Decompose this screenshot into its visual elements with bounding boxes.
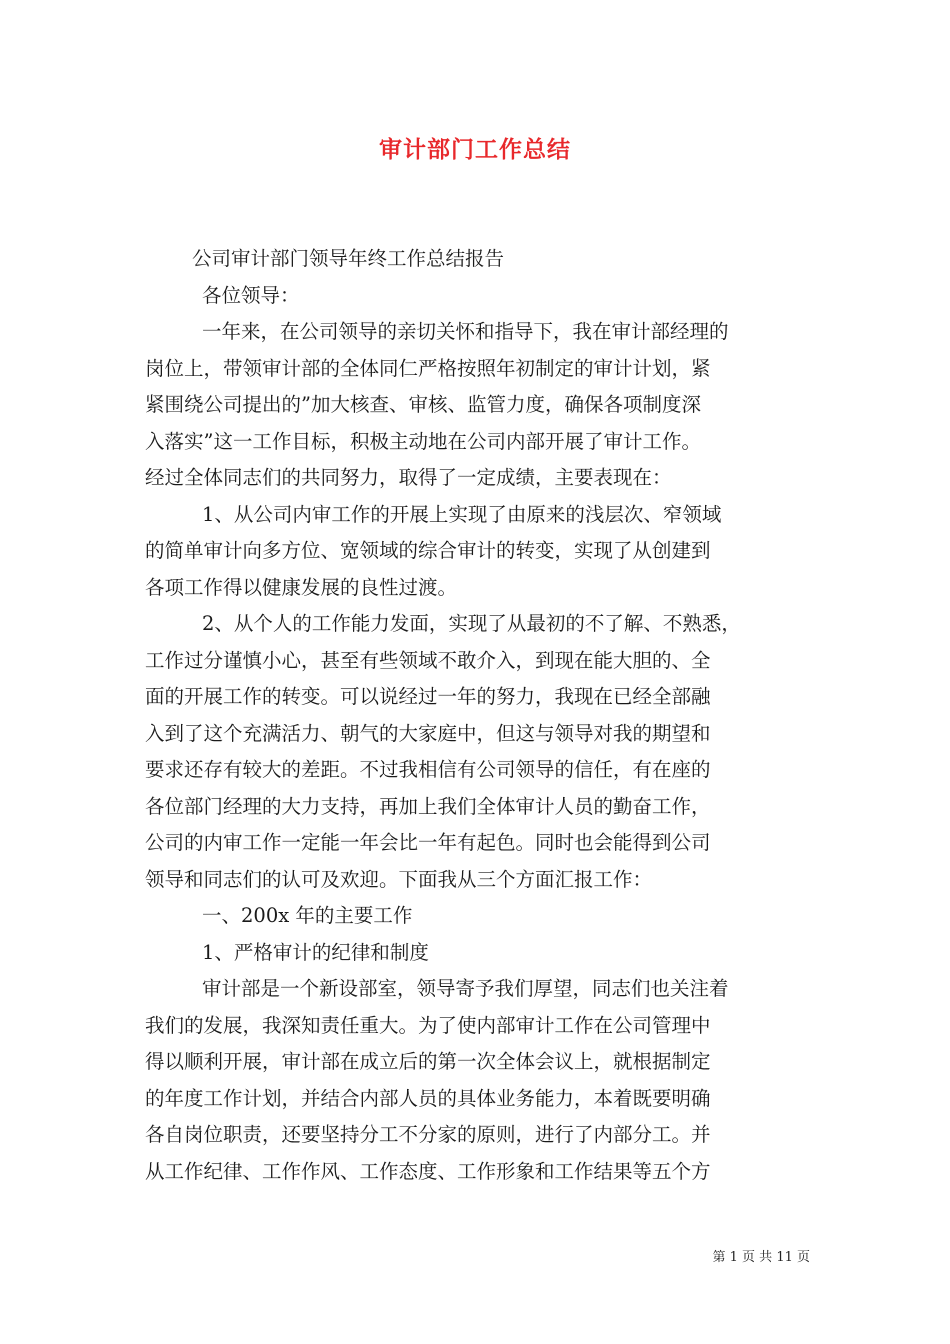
paragraph-line: 各位部门经理的大力支持，再加上我们全体审计人员的勤奋工作， [145,794,711,818]
paragraph-line: 得以顺利开展，审计部在成立后的第一次全体会议上，就根据制定 [145,1050,711,1073]
paragraph-line: 面的开展工作的转变。可以说经过一年的努力，我现在已经全部融 [145,685,711,708]
paragraph-line: 要求还存有较大的差距。不过我相信有公司领导的信任，有在座的 [145,758,711,781]
paragraph-line: 的年度工作计划，并结合内部人员的具体业务能力，本着既要明确 [145,1086,711,1110]
paragraph-line: 一年来，在公司领导的亲切关怀和指导下，我在审计部经理的 [202,320,729,343]
section-heading: 一、200x 年的主要工作 [202,904,413,927]
paragraph-line: 紧围绕公司提出的”加大核查、审核、监管力度，确保各项制度深 [145,393,701,416]
salutation: 各位领导： [202,283,300,307]
paragraph-line: 各自岗位职责，还要坚持分工不分家的原则，进行了内部分工。并 [145,1123,711,1146]
paragraph-line: 的简单审计向多方位、宽领域的综合审计的转变，实现了从创建到 [145,539,711,562]
paragraph-line: 工作过分谨慎小心，甚至有些领域不敢介入，到现在能大胆的、全 [145,648,711,672]
paragraph-line: 公司的内审工作一定能一年会比一年有起色。同时也会能得到公司 [145,831,711,854]
paragraph-line: 入到了这个充满活力、朝气的大家庭中，但这与领导对我的期望和 [145,721,711,745]
subsection-heading: 1、严格审计的纪律和制度 [202,940,429,964]
document-body [145,241,805,1190]
report-subtitle: 公司审计部门领导年终工作总结报告 [192,247,505,270]
paragraph-line: 2、从个人的工作能力发面，实现了从最初的不了解、不熟悉， [202,612,741,635]
paragraph-line: 我们的发展，我深知责任重大。为了使内部审计工作在公司管理中 [145,1013,711,1037]
paragraph-line: 岗位上，带领审计部的全体同仁严格按照年初制定的审计计划，紧 [145,356,711,380]
paragraph-line: 从工作纪律、工作作风、工作态度、工作形象和工作结果等五个方 [145,1159,711,1183]
page-number: 第 1 页 共 11 页 [712,1250,810,1265]
paragraph-line: 领导和同志们的认可及欢迎。下面我从三个方面汇报工作： [145,867,653,891]
paragraph-line: 入落实”这一工作目标，积极主动地在公司内部开展了审计工作。 [145,429,701,453]
paragraph-line: 1、从公司内审工作的开展上实现了由原来的浅层次、窄领域 [202,502,722,526]
paragraph-line: 经过全体同志们的共同努力，取得了一定成绩，主要表现在： [145,466,672,489]
paragraph-line: 审计部是一个新设部室，领导寄予我们厚望，同志们也关注着 [202,977,729,1000]
paragraph-line: 各项工作得以健康发展的良性过渡。 [145,575,458,599]
document-title: 审计部门工作总结 [379,137,571,163]
